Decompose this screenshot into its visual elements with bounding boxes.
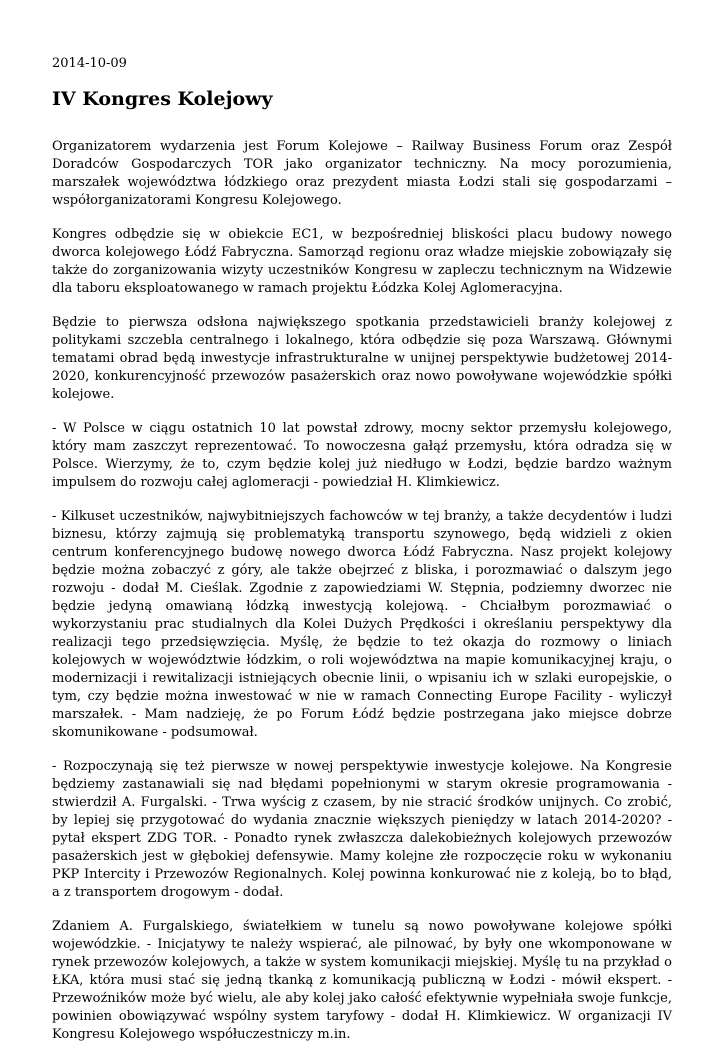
paragraph: - W Polsce w ciągu ostatnich 10 lat powstał zdrowy, mocny sektor przemysłu kolejowego, który mam zaszczyt reprezentować. To nowoczesna gałąź przemysłu, która odradza się w Polsce. Wierzymy, że to, czym będzie kolej już niedługo w Łodzi, będzie bardzo ważnym impulsem do rozwoju całej aglomeracji - powiedział H. Klimkiewicz. bbox=[52, 421, 672, 490]
paragraph: Zdaniem A. Furgalskiego, światełkiem w tunelu są nowo powoływane kolejowe spółki wojewódzkie. - Inicjatywy te należy wspierać, ale pilnować, by były one wkomponowane w rynek przewozów kolejowych, a także w system komunikacji miejskiej. Myślę tu na przykład o ŁKA, która musi stać się jedną tkanką z komunikacją publiczną w Łodzi - mówił ekspert. - Przewoźników może być wielu, ale aby kolej jako całość efektywnie wypełniała swoje funkcje, powinien obowiązywać wspólny system taryfowy - dodał H. Klimkiewicz. W organizacji IV Kongresu Kolejowego współuczestniczy m.in. bbox=[52, 919, 672, 1042]
document-date: 2014-10-09 bbox=[52, 56, 127, 71]
document-page bbox=[52, 54, 672, 1060]
page-title: IV Kongres Kolejowy bbox=[52, 88, 273, 110]
paragraph: Będzie to pierwsza odsłona największego spotkania przedstawicieli branży kolejowej z politykami szczebla centralnego i lokalnego, która odbędzie się poza Warszawą. Głównymi tematami obrad będą inwestycje infrastrukturalne w unijnej perspektywie budżetowej 2014-2020, konkurencyjność przewozów pasażerskich oraz nowo powoływane wojewódzkie spółki kolejowe. bbox=[52, 315, 672, 402]
paragraph: - Kilkuset uczestników, najwybitniejszych fachowców w tej branży, a także decydentów i ludzi biznesu, którzy zajmują się problematyką transportu szynowego, będą widzieli z okien centrum konferencyjnego budowę nowego dworca Łódź Fabryczna. Nasz projekt kolejowy będzie można zobaczyć z góry, ale także obejrzeć z bliska, i porozmawiać o dalszym jego rozwoju - dodał M. Cieślak. Zgodnie z zapowiedziami W. Stępnia, podziemny dworzec nie będzie jedyną omawianą łódzką inwestycją kolejową. - Chciałbym porozmawiać o wykorzystaniu prac studialnych dla Kolei Dużych Prędkości i określaniu perspektywy dla realizacji tego przedsięwzięcia. Myślę, że będzie to też okazja do rozmowy o liniach kolejowych w województwie łódzkim, o roli województwa na mapie komunikacyjnej kraju, o modernizacji i rewitalizacji istniejących obecnie linii, o wpisaniu ich w szlaki europejskie, o tym, czy będzie można inwestować w nie w ramach Connecting Europe Facility - wyliczył marszałek. - Mam nadzieję, że po Forum Łódź będzie postrzegana jako miejsce dobrze skomunikowane - podsumował. bbox=[52, 509, 672, 740]
paragraph: - Rozpoczynają się też pierwsze w nowej perspektywie inwestycje kolejowe. Na Kongresie będziemy zastanawiali się nad błędami popełnionymi w starym okresie programowania - stwierdził A. Furgalski. - Trwa wyścig z czasem, by nie stracić środków unijnych. Co zrobić, by lepiej się przygotować do wydania znacznie większych pieniędzy w latach 2014-2020? - pytał ekspert ZDG TOR. - Ponadto rynek zwłaszcza dalekobieżnych kolejowych przewozów pasażerskich jest w głębokiej defensywie. Mamy kolejne złe rozpoczęcie roku w wykonaniu PKP Intercity i Przewozów Regionalnych. Kolej powinna konkurować nie z koleją, bo to błąd, a z transportem drogowym - dodał. bbox=[52, 759, 672, 900]
paragraph: Organizatorem wydarzenia jest Forum Kolejowe – Railway Business Forum oraz Zespół Doradców Gospodarczych TOR jako organizator techniczny. Na mocy porozumienia, marszałek województwa łódzkiego oraz prezydent miasta Łodzi stali się gospodarzami – współorganizatorami Kongresu Kolejowego. bbox=[52, 139, 672, 208]
article-body bbox=[52, 138, 672, 1044]
paragraph: Kongres odbędzie się w obiekcie EC1, w bezpośredniej bliskości placu budowy nowego dworca kolejowego Łódź Fabryczna. Samorząd regionu oraz władze miejskie zobowiązały się także do zorganizowania wizyty uczestników Kongresu w zapleczu technicznym na Widzewie dla taboru eksploatowanego w ramach projektu Łódzka Kolej Aglomeracyjna. bbox=[52, 227, 672, 296]
